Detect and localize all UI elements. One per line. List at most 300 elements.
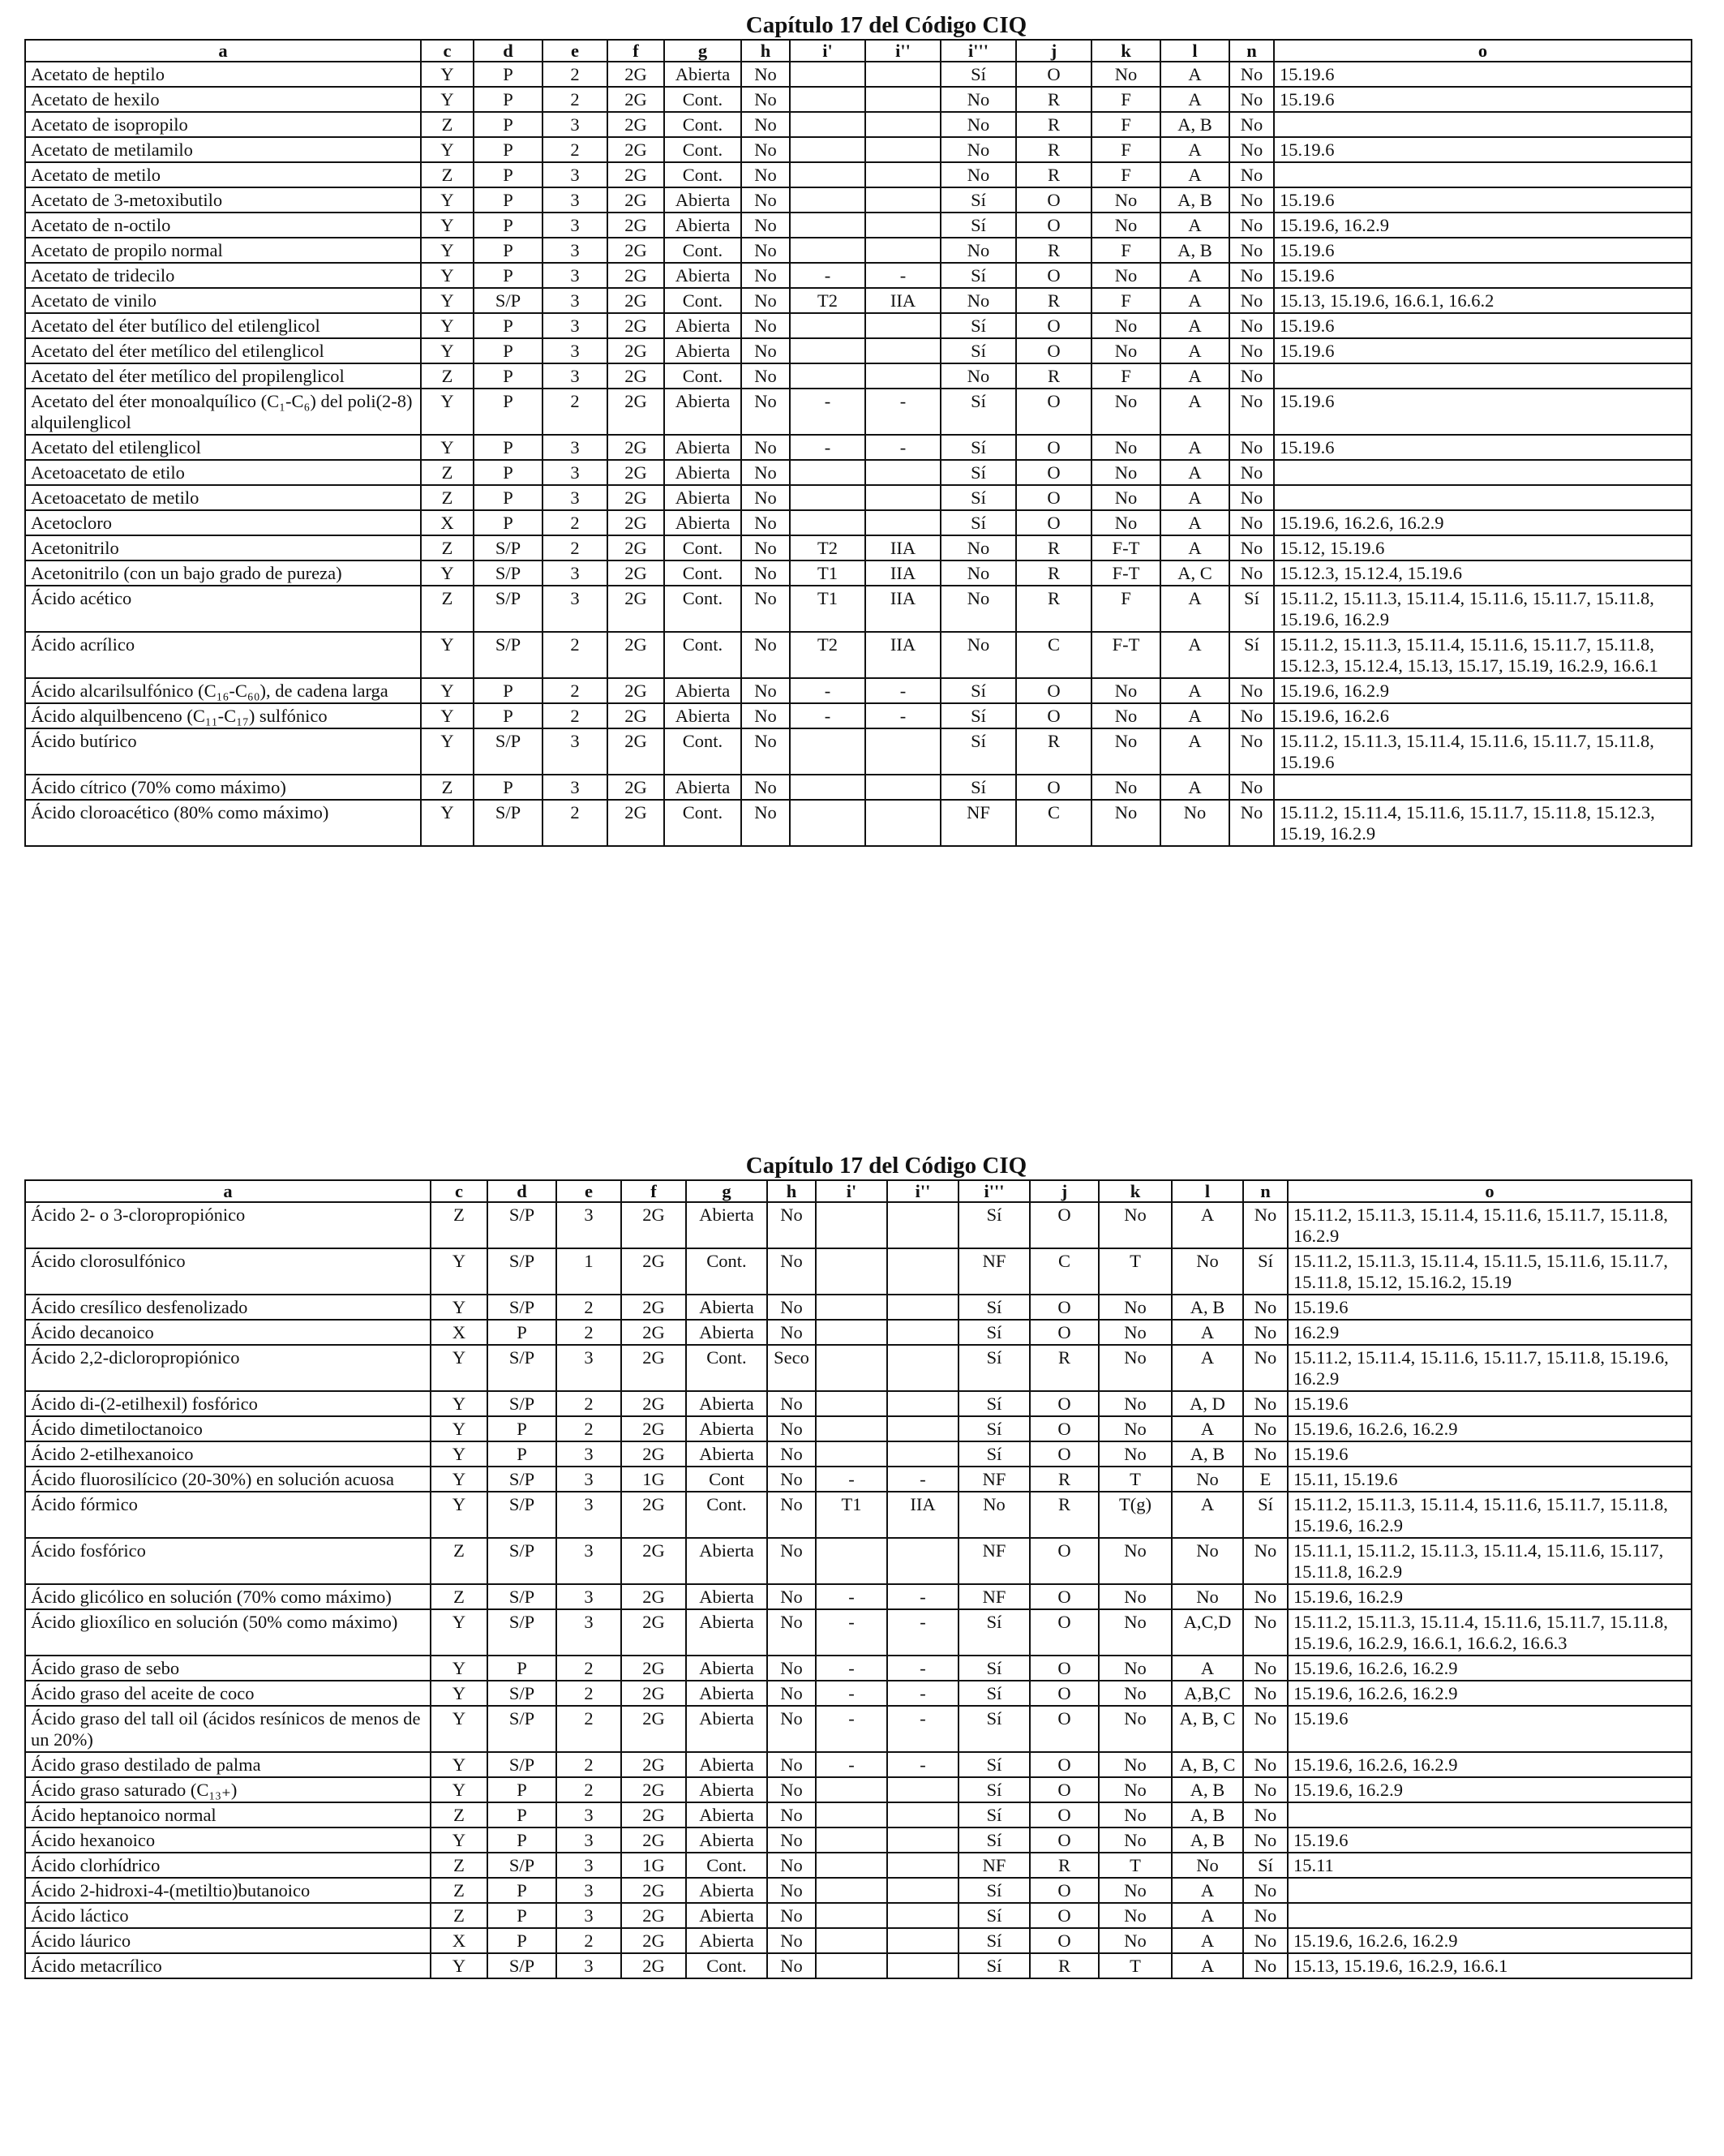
table-cell: A: [1172, 1928, 1243, 1953]
table-cell: 15.19.6: [1274, 238, 1692, 263]
table-cell: No: [1243, 1416, 1288, 1441]
table-cell: Abierta: [686, 1391, 767, 1416]
table-cell: -: [887, 1706, 958, 1752]
table-cell: Sí: [941, 703, 1016, 728]
table-cell: [790, 87, 865, 112]
table-cell: Sí: [941, 187, 1016, 213]
table-row: [25, 1928, 1692, 1953]
table-cell: 2: [556, 1752, 621, 1777]
table-cell: [790, 162, 865, 187]
table-cell: [887, 1928, 958, 1953]
table-cell: Cont.: [664, 363, 741, 389]
table-cell: No: [1091, 678, 1160, 703]
table-cell: Y: [421, 560, 474, 586]
table-cell: 3: [543, 213, 607, 238]
table-cell: A: [1160, 87, 1229, 112]
table-cell: A, B: [1160, 112, 1229, 137]
table-cell: O: [1030, 1928, 1099, 1953]
table-cell: 2G: [607, 187, 664, 213]
table-cell: Abierta: [686, 1706, 767, 1752]
table-cell: [790, 112, 865, 137]
table-cell: O: [1016, 263, 1091, 288]
table-cell: O: [1030, 1681, 1099, 1706]
table-cell: T(g): [1099, 1492, 1172, 1538]
product-name-cell: Acetato del éter butílico del etilenglicol: [25, 313, 421, 338]
table-cell: A: [1160, 137, 1229, 162]
table-cell: S/P: [487, 1248, 556, 1295]
column-header-11: k: [1091, 40, 1160, 62]
table-cell: -: [816, 1584, 887, 1609]
table-cell: Y: [431, 1467, 487, 1492]
table-cell: 3: [543, 238, 607, 263]
table-cell: S/P: [487, 1345, 556, 1391]
table-cell: 2G: [607, 389, 664, 435]
table-cell: Abierta: [664, 510, 741, 535]
table-cell: No: [1243, 1827, 1288, 1853]
table-cell: 3: [556, 1492, 621, 1538]
table-cell: R: [1030, 1492, 1099, 1538]
table-cell: No: [1172, 1248, 1243, 1295]
table-cell: C: [1016, 632, 1091, 678]
table-cell: 2G: [607, 338, 664, 363]
table-cell: Sí: [958, 1681, 1030, 1706]
column-header-6: h: [741, 40, 790, 62]
table-cell: No: [1099, 1345, 1172, 1391]
table-cell: Z: [431, 1802, 487, 1827]
table-cell: S/P: [487, 1752, 556, 1777]
table-cell: No: [1243, 1441, 1288, 1467]
table-cell: 2G: [621, 1345, 686, 1391]
product-name-cell: Ácido decanoico: [25, 1320, 431, 1345]
column-header-11: k: [1099, 1180, 1172, 1202]
table-cell: No: [1172, 1467, 1243, 1492]
product-name-cell: Acetato del etilenglicol: [25, 435, 421, 460]
table-cell: No: [1229, 288, 1274, 313]
table-cell: No: [741, 510, 790, 535]
table-cell: No: [767, 1878, 816, 1903]
table-cell: Y: [421, 678, 474, 703]
table-cell: No: [941, 162, 1016, 187]
table-cell: T2: [790, 535, 865, 560]
table-cell: A: [1160, 460, 1229, 485]
product-name-cell: Acetonitrilo: [25, 535, 421, 560]
table-cell: Z: [421, 162, 474, 187]
table-cell: 15.19.6: [1274, 389, 1692, 435]
table-cell: O: [1016, 313, 1091, 338]
table-cell: A: [1160, 162, 1229, 187]
table-cell: A: [1160, 213, 1229, 238]
table-cell: 3: [543, 460, 607, 485]
table-cell: Sí: [958, 1878, 1030, 1903]
table-cell: No: [1172, 1538, 1243, 1584]
table-cell: Y: [421, 800, 474, 846]
table-cell: [1288, 1802, 1692, 1827]
table-cell: A: [1160, 510, 1229, 535]
table-cell: S/P: [474, 728, 543, 775]
table-cell: IIA: [865, 632, 941, 678]
table-cell: A: [1160, 703, 1229, 728]
table-cell: [865, 137, 941, 162]
table-cell: R: [1016, 586, 1091, 632]
table-cell: O: [1030, 1416, 1099, 1441]
table-cell: Abierta: [686, 1903, 767, 1928]
table-cell: Z: [421, 775, 474, 800]
column-header-1: c: [421, 40, 474, 62]
table-cell: 15.11, 15.19.6: [1288, 1467, 1692, 1492]
table-cell: [790, 510, 865, 535]
table-cell: F: [1091, 363, 1160, 389]
table-cell: P: [487, 1878, 556, 1903]
table-cell: O: [1030, 1802, 1099, 1827]
table-row: [25, 800, 1692, 846]
column-header-0: a: [25, 40, 421, 62]
table-cell: S/P: [487, 1706, 556, 1752]
table-cell: NF: [958, 1584, 1030, 1609]
table-cell: R: [1016, 288, 1091, 313]
table-cell: Abierta: [686, 1656, 767, 1681]
table-cell: 2G: [607, 535, 664, 560]
table-cell: Z: [421, 460, 474, 485]
table-cell: A, B: [1172, 1295, 1243, 1320]
table-cell: 2G: [607, 263, 664, 288]
product-name-cell: Acetoacetato de metilo: [25, 485, 421, 510]
table-cell: S/P: [474, 288, 543, 313]
table-cell: S/P: [487, 1202, 556, 1248]
table-cell: [790, 775, 865, 800]
table-cell: O: [1016, 338, 1091, 363]
table-cell: 2G: [607, 510, 664, 535]
table-cell: Cont.: [686, 1492, 767, 1538]
table-cell: O: [1016, 510, 1091, 535]
table-cell: 15.19.6: [1274, 137, 1692, 162]
table-cell: 2G: [621, 1538, 686, 1584]
table-row: [25, 1903, 1692, 1928]
table-cell: 15.11.2, 15.11.3, 15.11.4, 15.11.5, 15.11.6, 15.11.7, 15.11.8, 15.12, 15.16.2, 15.19: [1288, 1248, 1692, 1295]
table-cell: Y: [431, 1391, 487, 1416]
table-cell: Abierta: [664, 703, 741, 728]
table-cell: Cont.: [664, 288, 741, 313]
column-header-10: j: [1016, 40, 1091, 62]
table-cell: IIA: [865, 586, 941, 632]
table-cell: Abierta: [686, 1320, 767, 1345]
table-cell: F: [1091, 162, 1160, 187]
table-cell: 2G: [607, 62, 664, 87]
table-cell: O: [1030, 1584, 1099, 1609]
product-name-cell: Acetato de hexilo: [25, 87, 421, 112]
table-cell: -: [887, 1656, 958, 1681]
table-cell: Sí: [941, 213, 1016, 238]
table-cell: No: [1099, 1777, 1172, 1802]
product-name-cell: Acetato de metilo: [25, 162, 421, 187]
table-cell: 2G: [607, 586, 664, 632]
table-cell: [790, 137, 865, 162]
table-cell: No: [767, 1903, 816, 1928]
table-cell: 15.19.6, 16.2.6, 16.2.9: [1288, 1928, 1692, 1953]
table-cell: Sí: [958, 1752, 1030, 1777]
table-cell: No: [941, 238, 1016, 263]
table-cell: [790, 338, 865, 363]
table-cell: No: [1099, 1538, 1172, 1584]
table-cell: 2G: [607, 112, 664, 137]
table-row: [25, 535, 1692, 560]
table-cell: 3: [543, 560, 607, 586]
table-cell: 2G: [607, 162, 664, 187]
table-cell: 3: [556, 1345, 621, 1391]
table-cell: P: [487, 1777, 556, 1802]
table-cell: [865, 213, 941, 238]
column-header-5: g: [664, 40, 741, 62]
table-cell: 2: [543, 137, 607, 162]
table-row: [25, 1492, 1692, 1538]
table-cell: 2: [543, 389, 607, 435]
table-cell: Z: [431, 1584, 487, 1609]
table-cell: P: [474, 389, 543, 435]
table-cell: F-T: [1091, 560, 1160, 586]
table-cell: Sí: [958, 1391, 1030, 1416]
table-cell: 2G: [621, 1202, 686, 1248]
product-name-cell: Ácido cresílico desfenolizado: [25, 1295, 431, 1320]
table-cell: Sí: [941, 338, 1016, 363]
table-cell: 2: [543, 632, 607, 678]
table-cell: P: [474, 62, 543, 87]
table-cell: O: [1030, 1391, 1099, 1416]
table-cell: A, D: [1172, 1391, 1243, 1416]
table-cell: [887, 1416, 958, 1441]
table-cell: No: [1229, 775, 1274, 800]
table-cell: -: [790, 678, 865, 703]
table-cell: Y: [431, 1609, 487, 1656]
table-row: [25, 1248, 1692, 1295]
table-cell: Y: [421, 263, 474, 288]
table-cell: 2G: [621, 1903, 686, 1928]
table-cell: Sí: [958, 1827, 1030, 1853]
table-cell: Y: [431, 1953, 487, 1978]
table-cell: 3: [543, 187, 607, 213]
table-cell: 3: [543, 485, 607, 510]
table-cell: O: [1030, 1320, 1099, 1345]
table-cell: 2G: [607, 288, 664, 313]
table-cell: 2: [543, 678, 607, 703]
table-cell: 3: [543, 263, 607, 288]
table-cell: No: [1099, 1928, 1172, 1953]
table-cell: O: [1030, 1777, 1099, 1802]
table-row: [25, 62, 1692, 87]
table-cell: Abierta: [686, 1928, 767, 1953]
table-cell: 15.19.6: [1274, 338, 1692, 363]
table-cell: 15.19.6: [1274, 263, 1692, 288]
table-cell: No: [1243, 1202, 1288, 1248]
table-cell: No: [741, 338, 790, 363]
table-row: [25, 703, 1692, 728]
table-cell: No: [1091, 313, 1160, 338]
table-cell: No: [1243, 1802, 1288, 1827]
table-cell: 15.19.6: [1274, 187, 1692, 213]
column-header-12: l: [1160, 40, 1229, 62]
table-cell: [865, 775, 941, 800]
table-cell: Sí: [941, 263, 1016, 288]
table-cell: P: [487, 1928, 556, 1953]
ciq-table: [24, 39, 1692, 847]
table-cell: 2: [556, 1777, 621, 1802]
table-cell: S/P: [474, 560, 543, 586]
table-cell: Z: [431, 1853, 487, 1878]
table-cell: 15.19.6: [1288, 1295, 1692, 1320]
table-cell: 15.12, 15.19.6: [1274, 535, 1692, 560]
table-cell: 2G: [621, 1878, 686, 1903]
table-cell: O: [1030, 1878, 1099, 1903]
table-cell: [887, 1441, 958, 1467]
table-cell: P: [474, 775, 543, 800]
table-cell: 1: [556, 1248, 621, 1295]
table-cell: No: [741, 678, 790, 703]
table-cell: 2: [556, 1416, 621, 1441]
table-cell: Y: [421, 238, 474, 263]
table-cell: 2: [556, 1656, 621, 1681]
table-cell: O: [1016, 775, 1091, 800]
table-cell: -: [887, 1584, 958, 1609]
table-cell: No: [767, 1777, 816, 1802]
table-cell: [865, 87, 941, 112]
table-cell: C: [1016, 800, 1091, 846]
table-cell: 15.19.6: [1288, 1391, 1692, 1416]
table-cell: No: [1172, 1584, 1243, 1609]
table-cell: No: [767, 1802, 816, 1827]
table-cell: T1: [790, 586, 865, 632]
table-cell: 2G: [607, 728, 664, 775]
table-cell: [887, 1777, 958, 1802]
table-cell: No: [1229, 62, 1274, 87]
column-header-0: a: [25, 1180, 431, 1202]
table-cell: P: [474, 363, 543, 389]
table-cell: 3: [543, 162, 607, 187]
table-cell: 3: [556, 1853, 621, 1878]
table-cell: 15.11.1, 15.11.2, 15.11.3, 15.11.4, 15.11.6, 15.117, 15.11.8, 16.2.9: [1288, 1538, 1692, 1584]
table-cell: Sí: [941, 313, 1016, 338]
table-cell: No: [767, 1202, 816, 1248]
table-cell: -: [816, 1752, 887, 1777]
table-cell: [865, 187, 941, 213]
table-cell: P: [474, 678, 543, 703]
table-cell: [1274, 162, 1692, 187]
table-cell: [887, 1878, 958, 1903]
table-cell: Abierta: [686, 1827, 767, 1853]
product-name-cell: Acetato de propilo normal: [25, 238, 421, 263]
table-cell: No: [1229, 485, 1274, 510]
table-cell: [816, 1538, 887, 1584]
table-cell: No: [1229, 137, 1274, 162]
table-cell: Cont.: [664, 87, 741, 112]
table-cell: 3: [543, 586, 607, 632]
table-cell: Z: [421, 363, 474, 389]
table-cell: P: [487, 1441, 556, 1467]
table-cell: 2G: [607, 213, 664, 238]
table-cell: No: [1091, 187, 1160, 213]
table-cell: F: [1091, 288, 1160, 313]
column-header-13: n: [1243, 1180, 1288, 1202]
column-header-9: i''': [941, 40, 1016, 62]
table-cell: No: [741, 213, 790, 238]
table-cell: NF: [958, 1853, 1030, 1878]
table-cell: P: [474, 313, 543, 338]
table-row: [25, 1467, 1692, 1492]
table-cell: 15.19.6, 16.2.6: [1274, 703, 1692, 728]
table-cell: Abierta: [686, 1538, 767, 1584]
table-cell: [865, 728, 941, 775]
table-cell: O: [1016, 703, 1091, 728]
table-cell: [887, 1295, 958, 1320]
table-cell: [816, 1345, 887, 1391]
table-cell: 2G: [607, 313, 664, 338]
table-cell: Abierta: [686, 1681, 767, 1706]
table-cell: P: [474, 460, 543, 485]
table-cell: A: [1160, 62, 1229, 87]
table-cell: No: [1099, 1827, 1172, 1853]
table-cell: No: [1091, 485, 1160, 510]
table-cell: 2G: [621, 1777, 686, 1802]
table-cell: No: [767, 1467, 816, 1492]
table-cell: No: [1099, 1681, 1172, 1706]
table-cell: 2: [543, 703, 607, 728]
table-cell: No: [941, 112, 1016, 137]
table-cell: Y: [421, 87, 474, 112]
table-cell: 3: [543, 338, 607, 363]
table-cell: -: [816, 1706, 887, 1752]
table-cell: [790, 728, 865, 775]
table-cell: [1288, 1878, 1692, 1903]
table-cell: 2G: [621, 1320, 686, 1345]
product-name-cell: Acetato del éter metílico del etilenglicol: [25, 338, 421, 363]
table-cell: Abierta: [664, 338, 741, 363]
table-cell: R: [1016, 162, 1091, 187]
table-cell: Sí: [941, 510, 1016, 535]
table-row: [25, 1295, 1692, 1320]
table-cell: Abierta: [686, 1609, 767, 1656]
table-cell: -: [865, 435, 941, 460]
table-cell: Y: [421, 62, 474, 87]
table-row: [25, 1584, 1692, 1609]
table-cell: A, B: [1172, 1777, 1243, 1802]
table-cell: Abierta: [686, 1584, 767, 1609]
table-cell: 15.11.2, 15.11.4, 15.11.6, 15.11.7, 15.11.8, 15.19.6, 16.2.9: [1288, 1345, 1692, 1391]
table-cell: 15.11.2, 15.11.4, 15.11.6, 15.11.7, 15.11.8, 15.12.3, 15.19, 16.2.9: [1274, 800, 1692, 846]
table-cell: [816, 1928, 887, 1953]
table-cell: A: [1160, 775, 1229, 800]
table-cell: [887, 1391, 958, 1416]
table-cell: A: [1172, 1492, 1243, 1538]
table-cell: A: [1160, 632, 1229, 678]
table-cell: 2: [556, 1928, 621, 1953]
table-cell: P: [474, 87, 543, 112]
table-cell: Cont.: [686, 1953, 767, 1978]
table-cell: Sí: [958, 1416, 1030, 1441]
table-row: [25, 435, 1692, 460]
table-cell: Sí: [958, 1802, 1030, 1827]
product-name-cell: Acetato de 3-metoxibutilo: [25, 187, 421, 213]
table-cell: P: [474, 703, 543, 728]
table-cell: No: [1229, 313, 1274, 338]
table-cell: [887, 1248, 958, 1295]
table-cell: No: [741, 460, 790, 485]
product-name-cell: Acetato de heptilo: [25, 62, 421, 87]
table-cell: A,B,C: [1172, 1681, 1243, 1706]
product-name-cell: Acetoacetato de etilo: [25, 460, 421, 485]
table-row: [25, 586, 1692, 632]
table-cell: No: [941, 363, 1016, 389]
table-cell: IIA: [865, 288, 941, 313]
table-cell: No: [1172, 1853, 1243, 1878]
table-cell: 1G: [621, 1467, 686, 1492]
table-cell: No: [1099, 1416, 1172, 1441]
